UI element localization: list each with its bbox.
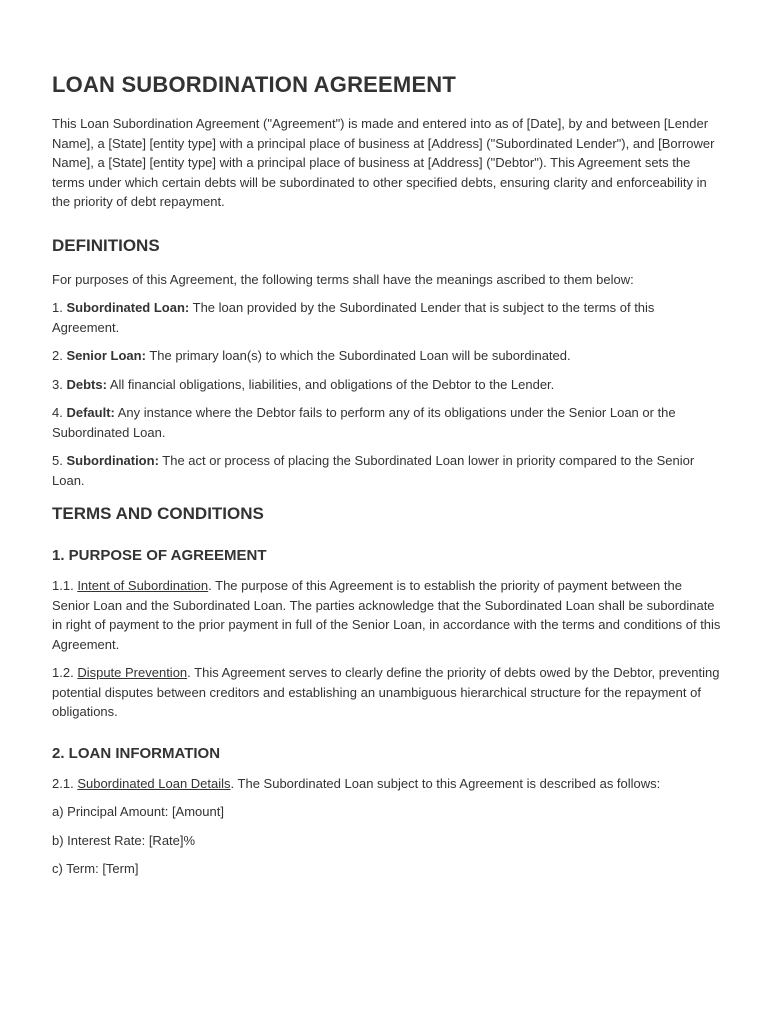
definition-item: [52, 375, 722, 395]
definition-item: [52, 451, 722, 490]
definition-number: 2.: [52, 348, 63, 363]
clause-number: 1.1.: [52, 578, 74, 593]
intro-paragraph: This Loan Subordination Agreement ("Agreement") is made and entered into as of [Date], by and between [Lender Name], a [State] [entity type] with a principal place of business at [Address] ("Subordinated Lender"), and [Borrower Name], a [State] [entity type] with a principal place of business at [Address] ("Debtor"). This Agreement sets the terms under which certain debts will be subordinated to other specified debts, ensuring clarity and enforceability in the priority of debt repayment.: [52, 116, 715, 209]
clause-title: Intent of Subordination: [77, 578, 209, 593]
clause-paragraph: [52, 663, 722, 722]
definition-text: Any instance where the Debtor fails to perform any of its obligations under the Senior Loan or the Subordinated Loan.: [52, 405, 676, 440]
definition-number: 5.: [52, 453, 63, 468]
loan-detail-item: b) Interest Rate: [Rate]%: [52, 832, 196, 848]
loan-detail-item: c) Term: [Term]: [52, 861, 139, 876]
clause-number: 2.1.: [52, 775, 74, 791]
document-title: LOAN SUBORDINATION AGREEMENT: [52, 72, 457, 97]
terms-heading: TERMS AND CONDITIONS: [52, 504, 264, 523]
clause-paragraph: [52, 774, 722, 794]
definition-term: Subordination:: [66, 453, 159, 468]
clause-text: . The purpose of this Agreement is to establish the priority of payment between the Senior Loan and the Subordinated Loan. The parties acknowledge that the Subordinated Loan shall be subordinate in right of payment to the prior payment in full of the Senior Loan, in accordance with the terms and conditions of this Agreement.: [52, 578, 721, 652]
definition-number: 1.: [52, 300, 63, 315]
definition-term: Subordinated Loan:: [66, 300, 190, 315]
definition-text: The loan provided by the Subordinated Lender that is subject to the terms of this Agreement.: [52, 300, 655, 335]
section-heading-purpose: 1. PURPOSE OF AGREEMENT: [52, 547, 267, 564]
clause-text: . The Subordinated Loan subject to this Agreement is described as follows:: [230, 775, 661, 791]
definition-text: The primary loan(s) to which the Subordinated Loan will be subordinated.: [149, 348, 571, 363]
clause-title: Subordinated Loan Details: [77, 775, 231, 791]
definition-item: [52, 346, 722, 366]
definition-term: Debts:: [66, 376, 107, 392]
definitions-heading: DEFINITIONS: [52, 235, 160, 255]
definition-item: [52, 298, 722, 337]
definition-term: Senior Loan:: [66, 348, 146, 363]
definition-term: Default:: [66, 405, 115, 420]
definition-text: All financial obligations, liabilities, and obligations of the Debtor to the Lender.: [109, 376, 555, 392]
clause-title: Dispute Prevention: [77, 665, 188, 680]
definition-text: The act or process of placing the Subordinated Loan lower in priority compared to the Senior Loan.: [52, 453, 695, 488]
clause-paragraph: [52, 576, 722, 654]
definitions-intro: For purposes of this Agreement, the following terms shall have the meanings ascribed to them below:: [52, 271, 634, 287]
definition-number: 4.: [52, 405, 63, 420]
clause-number: 1.2.: [52, 665, 74, 680]
clause-text: . This Agreement serves to clearly define the priority of debts owed by the Debtor, preventing potential disputes between creditors and establishing an unambiguous hierarchical structure for the repayment of obligations.: [52, 665, 720, 719]
loan-detail-item: a) Principal Amount: [Amount]: [52, 804, 224, 819]
definition-item: [52, 403, 722, 442]
section-heading-loan-information: 2. LOAN INFORMATION: [52, 744, 221, 762]
document-page: [52, 68, 722, 888]
definition-number: 3.: [52, 376, 63, 392]
